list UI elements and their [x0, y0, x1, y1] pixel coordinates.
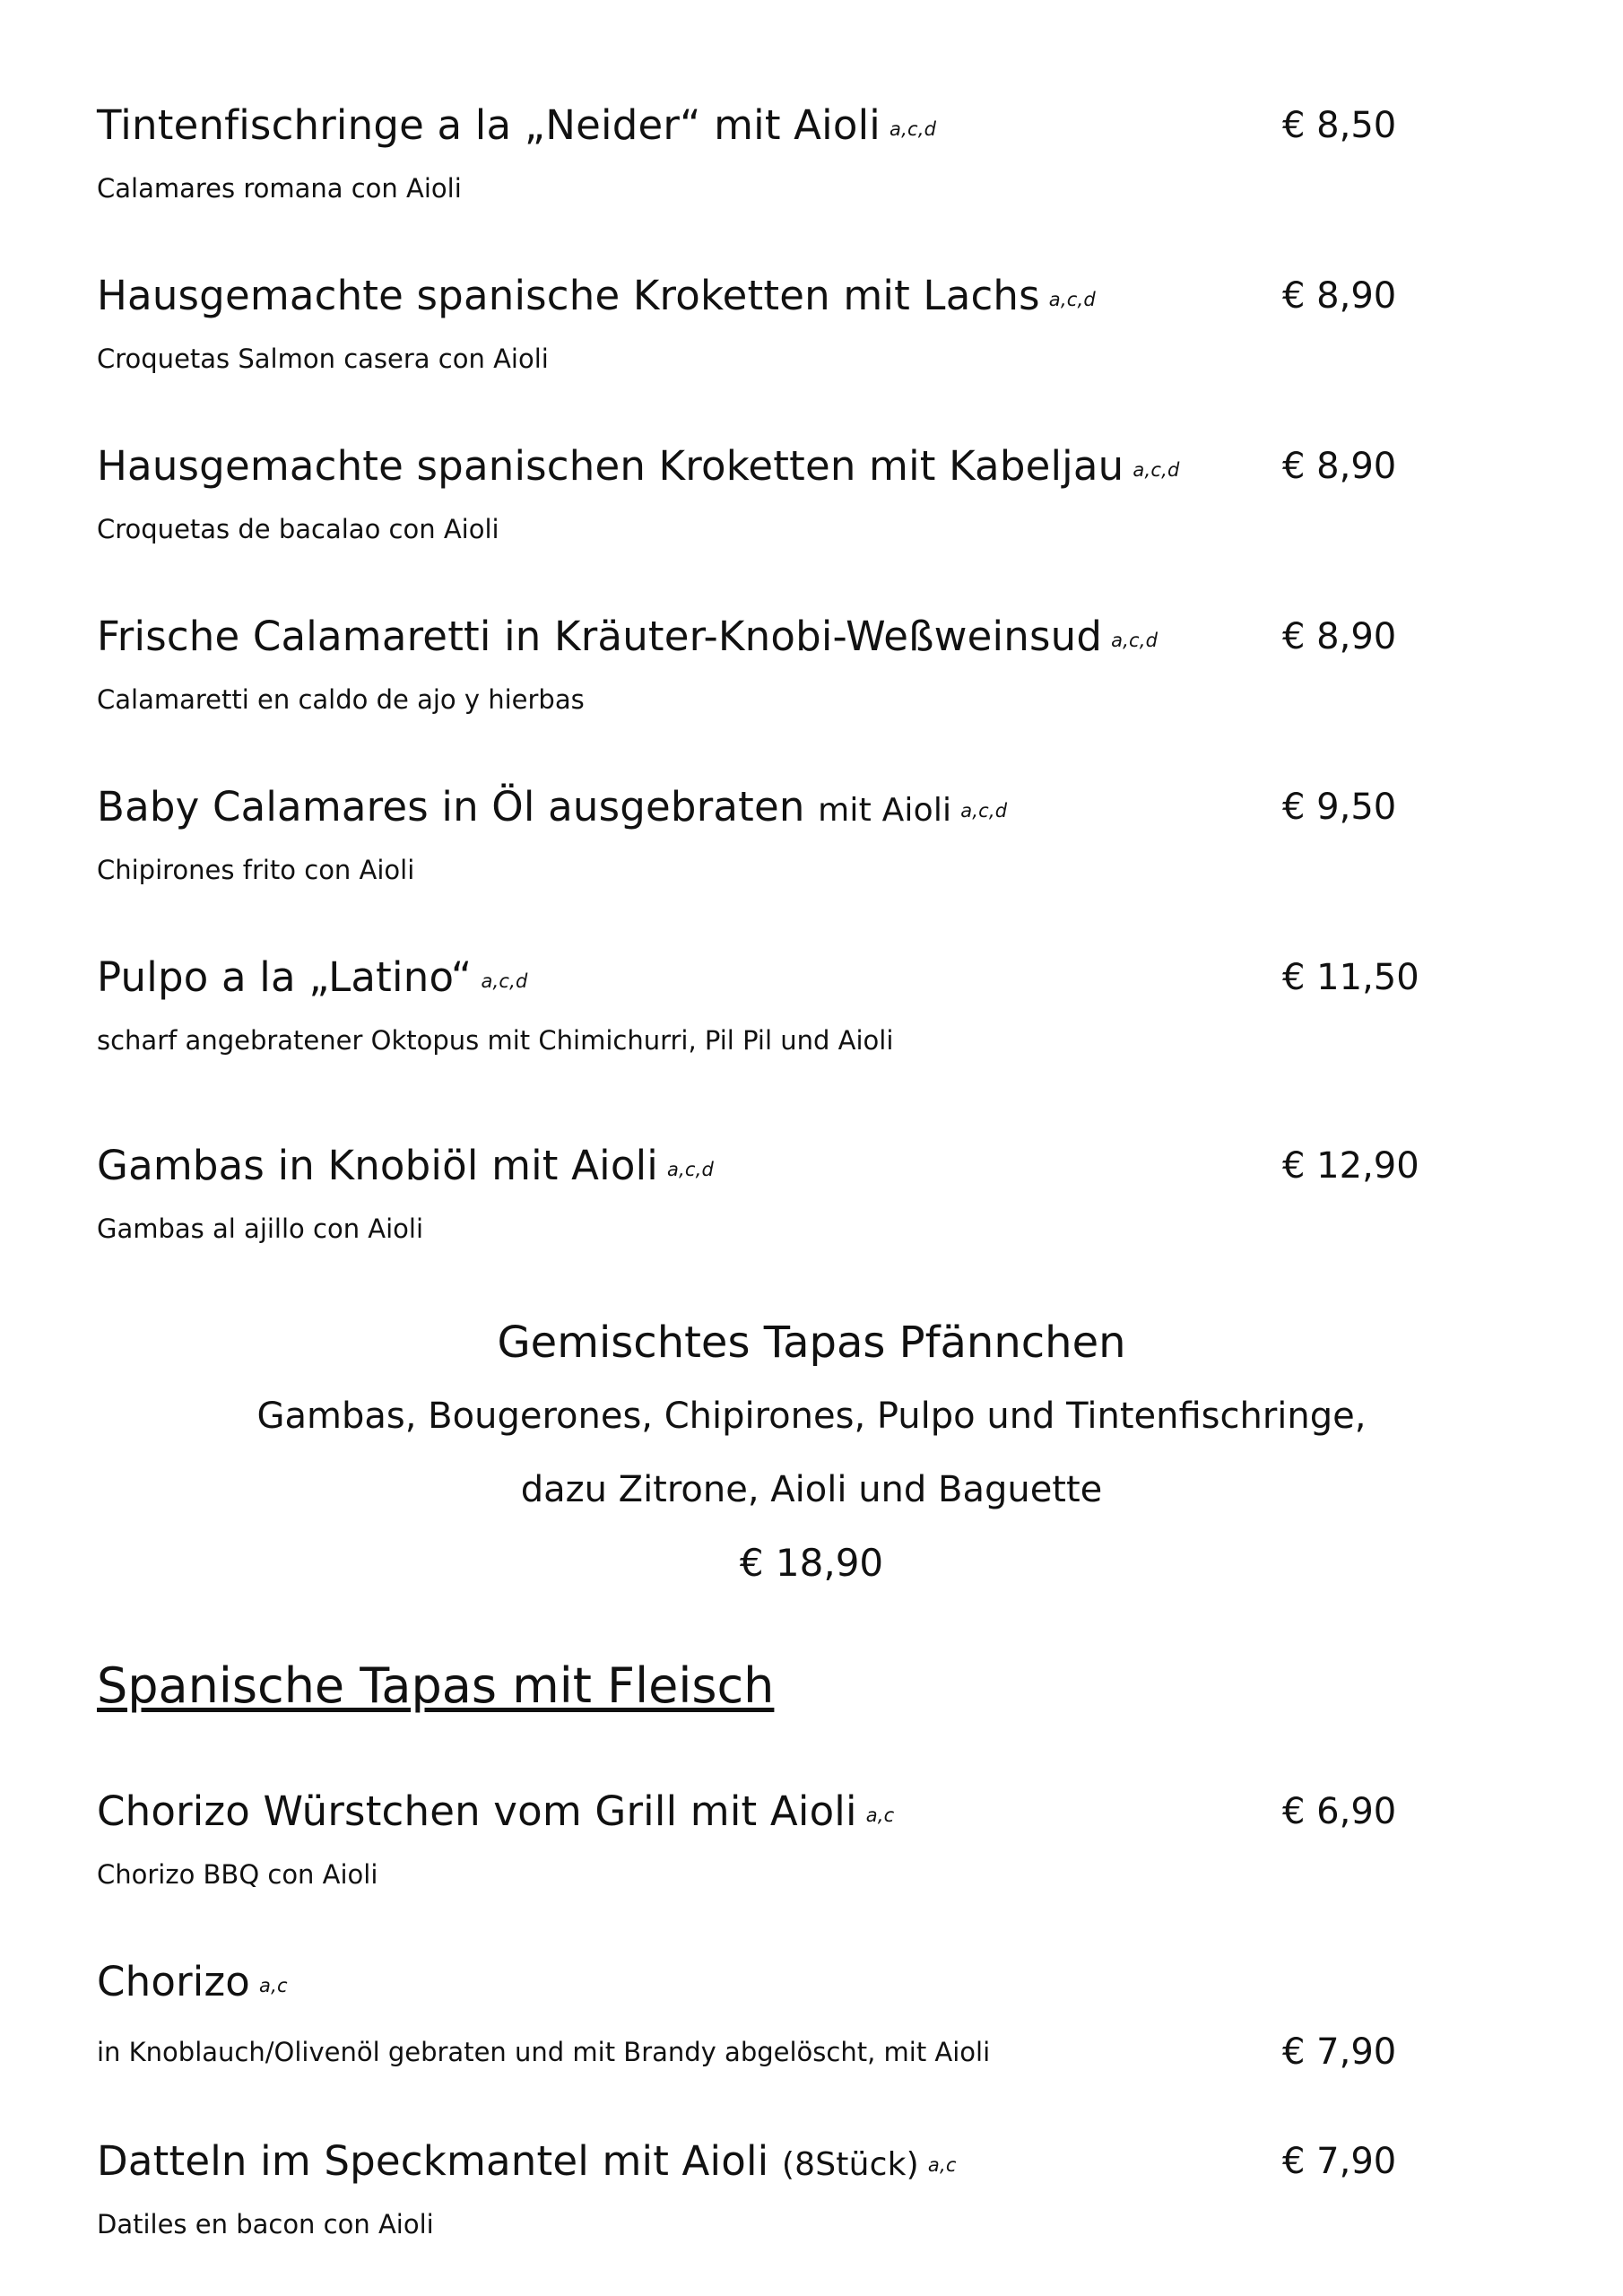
item-price: € 8,90 [1282, 275, 1397, 317]
allergen-codes: a,c [927, 2154, 957, 2176]
item-description: Croquetas Salmon casera con Aioli [97, 344, 549, 374]
menu-item-kroketten-lachs [97, 269, 1532, 374]
menu-item-datteln [97, 2135, 1532, 2239]
item-description: Croquetas de bacalao con Aioli [97, 514, 499, 544]
item-price: € 7,90 [1282, 2141, 1397, 2182]
item-description: Chipirones frito con Aioli [97, 855, 415, 885]
item-name: Pulpo a la „Latino“ [97, 953, 473, 1001]
item-price: € 7,90 [1282, 2031, 1397, 2073]
allergen-codes: a,c,d [1111, 630, 1159, 651]
item-description: in Knoblauch/Olivenöl gebraten und mit Brandy abgelöscht, mit Aioli [97, 2037, 991, 2067]
item-price: € 8,90 [1282, 446, 1397, 487]
allergen-codes: a,c,d [1133, 459, 1180, 481]
item-price: € 8,90 [1282, 616, 1397, 657]
allergen-codes: a,c,d [666, 1159, 715, 1180]
item-description: Datiles en bacon con Aioli [97, 2209, 434, 2239]
item-description: Calamaretti en caldo de ajo y hierbas [97, 684, 585, 715]
item-description: Calamares romana con Aioli [97, 173, 462, 204]
item-price: € 12,90 [1282, 1145, 1419, 1187]
allergen-codes: a,c [259, 1975, 288, 1996]
menu-item-chorizo [97, 1955, 1532, 2073]
special-price: € 18,90 [739, 1541, 884, 1585]
item-name: Gambas in Knobiöl mit Aioli [97, 1142, 658, 1189]
item-name: Datteln im Speckmantel mit Aioli [97, 2137, 769, 2185]
item-name-suffix: (8Stück) [781, 2146, 919, 2183]
item-name: Chorizo [97, 1958, 251, 2005]
section-heading-meat: Spanische Tapas mit Fleisch [97, 1657, 775, 1714]
item-name: Baby Calamares in Öl ausgebraten [97, 783, 805, 831]
item-price: € 11,50 [1282, 957, 1419, 998]
allergen-codes: a,c,d [481, 970, 528, 992]
special-line-2: dazu Zitrone, Aioli und Baguette [520, 1469, 1103, 1510]
menu-item-baby-calamares [97, 780, 1532, 885]
allergen-codes: a,c [865, 1805, 895, 1826]
item-name: Hausgemachte spanische Kroketten mit Lachs [97, 272, 1040, 319]
menu-item-chorizo-grill [97, 1785, 1532, 1890]
special-line-1: Gambas, Bougerones, Chipirones, Pulpo und Tintenfischringe, [256, 1396, 1367, 1437]
special-tapas-block [0, 1314, 1623, 1590]
item-name: Tintenfischringe a la „Neider“ mit Aioli [97, 101, 881, 149]
item-name: Frische Calamaretti in Kräuter-Knobi-Weßweinsud [97, 613, 1103, 660]
item-name: Chorizo Würstchen vom Grill mit Aioli [97, 1787, 857, 1835]
item-description: scharf angebratener Oktopus mit Chimichurri, Pil Pil und Aioli [97, 1025, 894, 1056]
menu-item-pulpo [97, 951, 1532, 1056]
item-name: Hausgemachte spanischen Kroketten mit Kabeljau [97, 442, 1124, 490]
item-description: Gambas al ajillo con Aioli [97, 1213, 424, 1244]
item-name-suffix: mit Aioli [818, 792, 952, 829]
item-price: € 9,50 [1282, 787, 1397, 828]
menu-item-tintenfischringe [97, 99, 1532, 204]
item-description: Chorizo BBQ con Aioli [97, 1859, 378, 1890]
menu-item-calamaretti [97, 610, 1532, 715]
allergen-codes: a,c,d [960, 800, 1008, 822]
item-price: € 8,50 [1282, 105, 1397, 146]
item-price: € 6,90 [1282, 1791, 1397, 1832]
menu-item-gambas [97, 1139, 1532, 1244]
menu-item-kroketten-kabeljau [97, 439, 1532, 544]
allergen-codes: a,c,d [1048, 289, 1096, 310]
special-title: Gemischtes Tapas Pfännchen [497, 1318, 1126, 1368]
allergen-codes: a,c,d [890, 118, 937, 140]
